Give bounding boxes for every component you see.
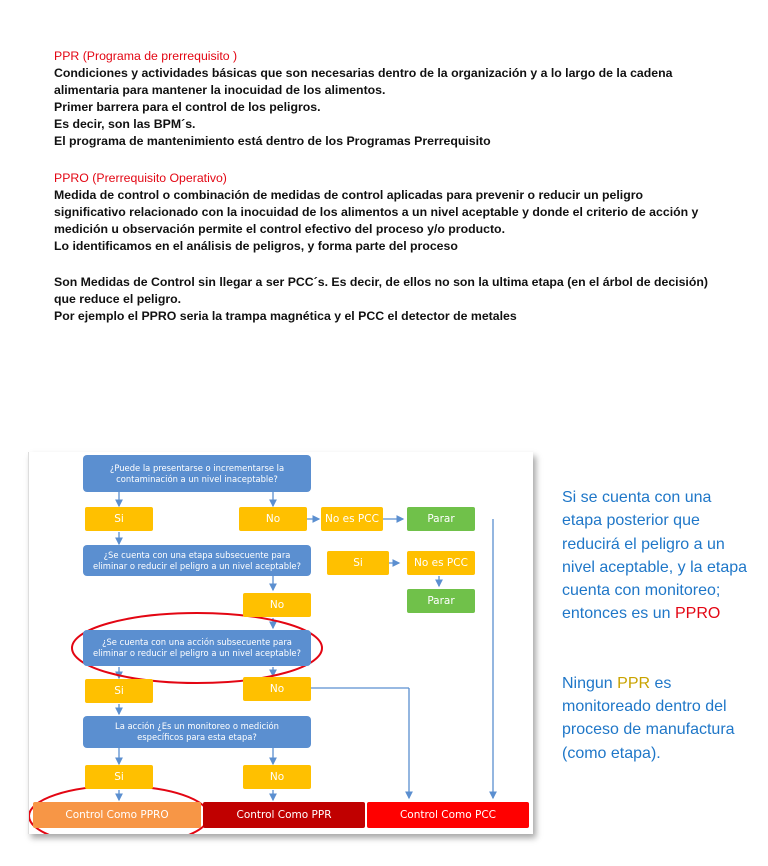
side-note-text-1: Si se cuenta con una etapa posterior que reducirá el peligro a un nivel aceptable, y la etapa cuenta con monitoreo; entonces es un xyxy=(562,489,748,623)
ppr-line: Es decir, son las BPM´s. xyxy=(54,117,196,131)
ppro-heading: PPRO (Prerrequisito Operativo) xyxy=(54,171,227,185)
side-note-paragraph-1 xyxy=(562,486,752,626)
side-note-ppr: PPR xyxy=(617,674,651,692)
answer-si-1: Si xyxy=(85,507,153,531)
ppro-line: Medida de control o combinación de medidas de control aplicadas para prevenir o reducir un peligro xyxy=(54,188,644,202)
result-control-ppro: Control Como PPRO xyxy=(33,802,201,828)
result-no-es-pcc-1: No es PCC xyxy=(321,507,383,531)
question-3: ¿Se cuenta con una acción subsecuente para eliminar o reducir el peligro a un nivel aceptable? xyxy=(83,630,311,666)
ppr-line: alimentaria para mantener la inocuidad de los alimentos. xyxy=(54,83,386,97)
ppro-line: Lo identificamos en el análisis de peligros, y forma parte del proceso xyxy=(54,239,458,253)
ppr-line: Condiciones y actividades básicas que son necesarias dentro de la organización y a lo largo de la cadena xyxy=(54,66,673,80)
side-note-paragraph-2 xyxy=(562,672,752,765)
answer-si-2: Si xyxy=(327,551,389,575)
ppr-line: Primer barrera para el control de los peligros. xyxy=(54,100,321,114)
result-no-es-pcc-2: No es PCC xyxy=(407,551,475,575)
decision-tree-figure xyxy=(28,452,533,834)
section-note xyxy=(54,274,734,325)
answer-no-3: No xyxy=(243,677,311,701)
side-note xyxy=(562,486,752,765)
note-line: Son Medidas de Control sin llegar a ser PCC´s. Es decir, de ellos no son la ultima etapa (en el árbol de decisión) xyxy=(54,275,708,289)
result-control-ppr: Control Como PPR xyxy=(203,802,365,828)
answer-no-1: No xyxy=(239,507,307,531)
ppr-line: El programa de mantenimiento está dentro de los Programas Prerrequisito xyxy=(54,134,491,148)
question-1: ¿Puede la presentarse o incrementarse la contaminación a un nivel inaceptable? xyxy=(83,455,311,492)
question-2: ¿Se cuenta con una etapa subsecuente para eliminar o reducir el peligro a un nivel aceptable? xyxy=(83,545,311,576)
answer-si-4: Si xyxy=(85,765,153,789)
answer-no-2: No xyxy=(243,593,311,617)
note-line: Por ejemplo el PPRO seria la trampa magnética y el PCC el detector de metales xyxy=(54,309,517,323)
result-parar-2: Parar xyxy=(407,589,475,613)
section-ppro xyxy=(54,170,734,255)
result-control-pcc: Control Como PCC xyxy=(367,802,529,828)
section-ppr xyxy=(54,48,734,150)
side-note-text-2: es monitoreado dentro del proceso de manufactura (como etapa). xyxy=(562,674,735,762)
ppro-line: significativo relacionado con la inocuidad de los alimentos a un nivel aceptable y donde el criterio de acción y xyxy=(54,205,699,219)
side-note-ppro: PPRO xyxy=(674,605,721,623)
result-parar-1: Parar xyxy=(407,507,475,531)
answer-no-4: No xyxy=(243,765,311,789)
side-note-prefix-2: Ningun xyxy=(562,674,613,692)
question-4: La acción ¿Es un monitoreo o medición específicos para esta etapa? xyxy=(83,716,311,748)
ppr-heading: PPR (Programa de prerrequisito ) xyxy=(54,49,238,63)
answer-si-3: Si xyxy=(85,679,153,703)
note-line: que reduce el peligro. xyxy=(54,292,182,306)
ppro-line: medición u observación permite el control efectivo del proceso y/o producto. xyxy=(54,222,505,236)
